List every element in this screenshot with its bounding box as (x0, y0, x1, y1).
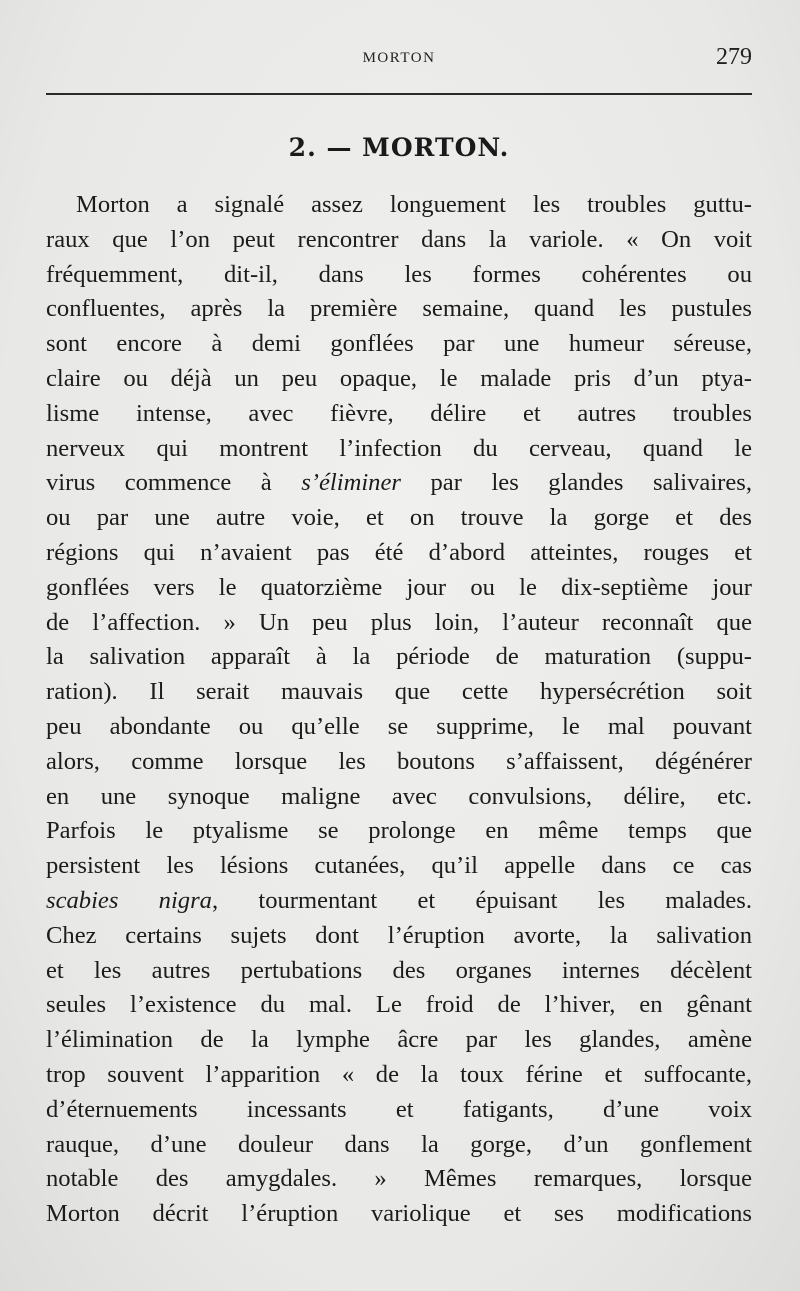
text-fragment: par les glandes salivaires, (400, 469, 752, 497)
body-paragraph (46, 188, 752, 1232)
text-line: claire ou déjà un peu opaque, le malade pris d’un ptya- (46, 364, 752, 392)
running-title: MORTON (362, 50, 436, 66)
text-fragment: virus commence à (46, 469, 302, 497)
text-line: Parfois le ptyalisme se prolonge en même temps que (46, 817, 752, 845)
text-line: sont encore à demi gonflées par une humeur séreuse, (46, 330, 752, 358)
text-line: seules l’existence du mal. Le froid de l’hiver, en gênant (46, 991, 752, 1019)
text-line: rauque, d’une douleur dans la gorge, d’un gonflement (46, 1130, 752, 1158)
text-line: la salivation apparaît à la période de maturation (suppu- (46, 643, 752, 671)
text-line (46, 884, 752, 919)
text-line: ration). Il serait mauvais que cette hypersécrétion soit (46, 678, 752, 706)
text-line: ou par une autre voie, et on trouve la gorge et des (46, 504, 752, 532)
italic-term: s’éliminer (301, 469, 401, 497)
header-rule (46, 93, 752, 95)
text-line: trop souvent l’apparition « de la toux férine et suffocante, (46, 1060, 752, 1088)
section-title: 2. — MORTON. (288, 133, 510, 162)
text-line: Morton a signalé assez longuement les troubles guttu- (76, 191, 752, 218)
text-line: confluentes, après la première semaine, quand les pustules (46, 295, 752, 323)
text-line (46, 466, 752, 501)
text-line: notable des amygdales. » Mêmes remarques, lorsque (46, 1165, 752, 1193)
italic-term: scabies nigra (46, 886, 212, 914)
text-line: alors, comme lorsque les boutons s’affaissent, dégénérer (46, 747, 752, 775)
text-line: raux que l’on peut rencontrer dans la variole. « On voit (46, 225, 752, 253)
text-line: et les autres pertubations des organes internes décèlent (46, 956, 752, 984)
running-head (46, 44, 752, 74)
text-line: persistent les lésions cutanées, qu’il appelle dans ce cas (46, 852, 752, 880)
page-number: 279 (716, 44, 752, 70)
text-line: nerveux qui montrent l’infection du cerveau, quand le (46, 434, 752, 462)
text-line: Morton décrit l’éruption variolique et ses modifications (46, 1200, 752, 1228)
text-line: l’élimination de la lymphe âcre par les glandes, amène (46, 1026, 752, 1054)
text-line: en une synoque maligne avec convulsions, délire, etc. (46, 782, 752, 810)
text-fragment: , tourmentant et épuisant les malades. (211, 886, 752, 914)
text-line: fréquemment, dit-il, dans les formes cohérentes ou (46, 260, 752, 288)
text-line: Chez certains sujets dont l’éruption avorte, la salivation (46, 921, 752, 949)
text-line: gonflées vers le quatorzième jour ou le dix-septième jour (46, 573, 752, 601)
text-line: lisme intense, avec fièvre, délire et autres troubles (46, 399, 752, 427)
text-line: peu abondante ou qu’elle se supprime, le mal pouvant (46, 712, 752, 740)
text-line: d’éternuements incessants et fatigants, d’une voix (46, 1095, 752, 1123)
text-line: régions qui n’avaient pas été d’abord atteintes, rouges et (46, 538, 752, 566)
text-line: de l’affection. » Un peu plus loin, l’auteur reconnaît que (46, 608, 752, 636)
